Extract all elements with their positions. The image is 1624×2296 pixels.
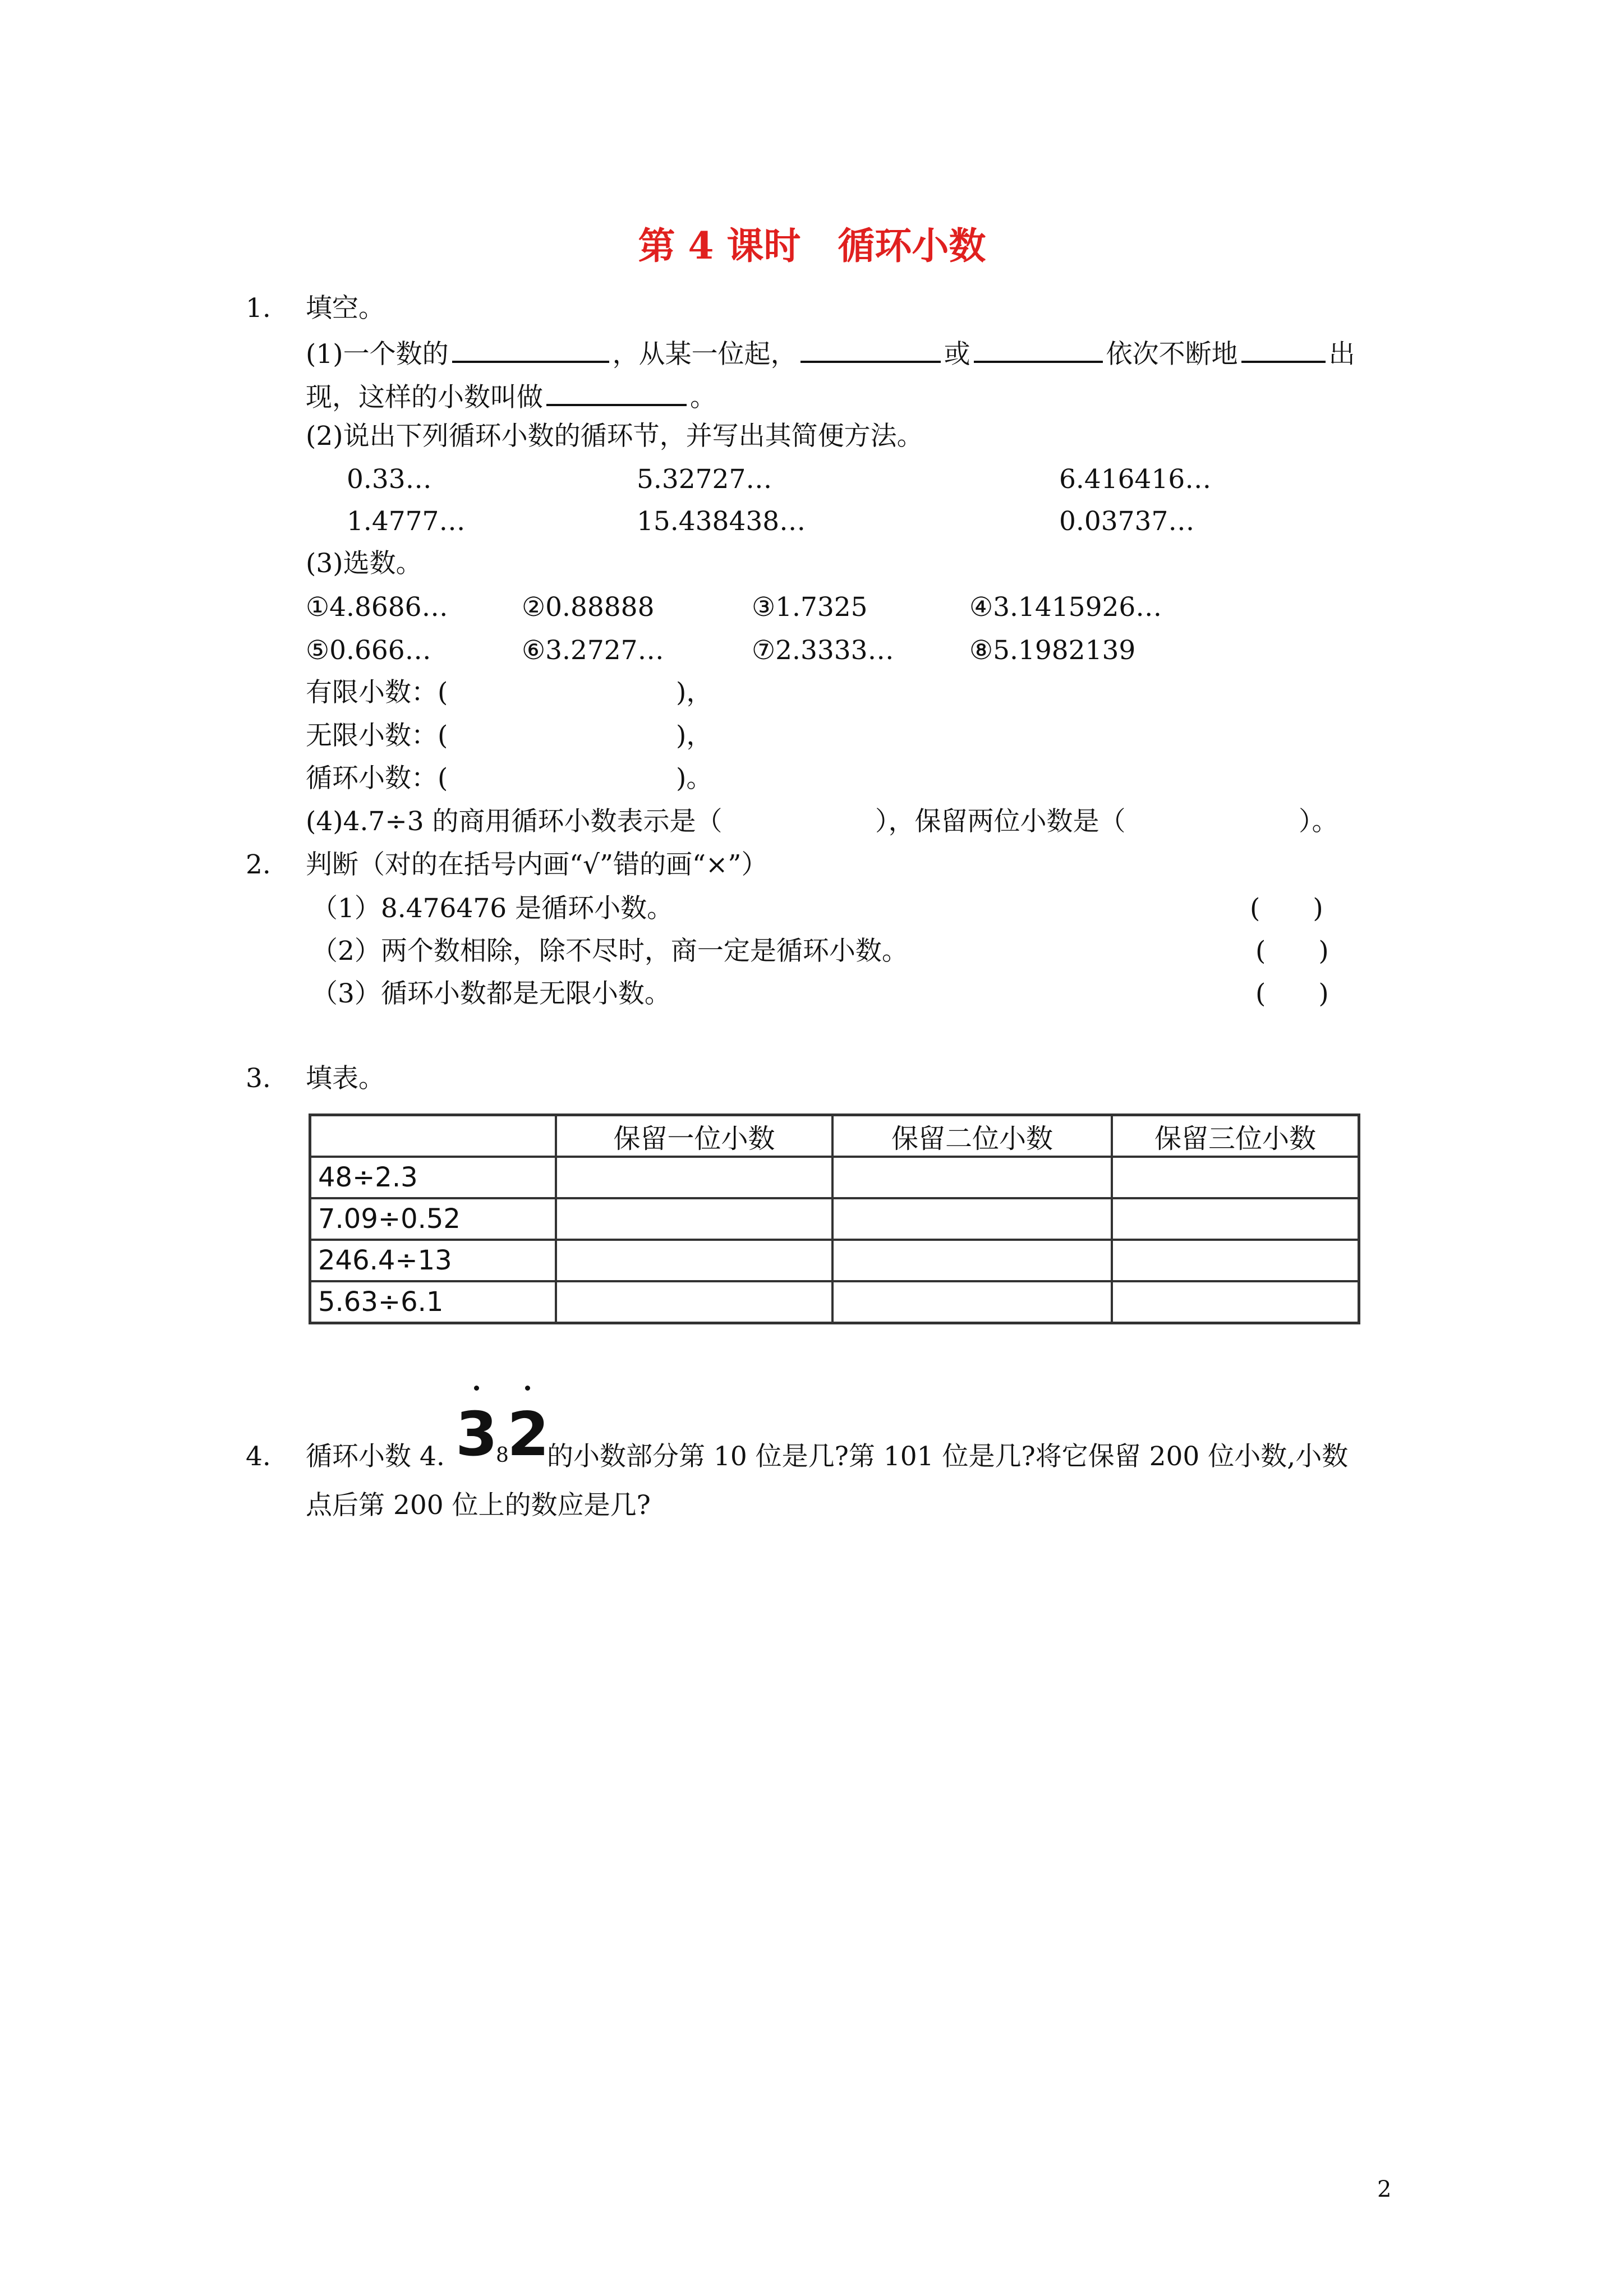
blank-4[interactable]: [1241, 334, 1326, 363]
finite-label: 有限小数：(: [306, 677, 448, 708]
table-cell[interactable]: [832, 1281, 1112, 1323]
infinite-label: 无限小数：(: [306, 720, 448, 751]
q4-text-c: 点后第 200 位上的数应是几?: [306, 1490, 651, 1521]
choice-item: ①4.8686…: [306, 592, 448, 623]
recurring-item: 0.03737…: [1059, 506, 1195, 537]
table-cell[interactable]: [1112, 1281, 1359, 1323]
table-row-label: 48÷2.3: [310, 1157, 556, 1198]
choice-item: ④3.1415926…: [969, 592, 1162, 623]
recurring-item: 1.4777…: [347, 506, 466, 537]
table-header-row: [310, 1115, 1359, 1157]
choice-item: ⑤0.666…: [306, 635, 431, 666]
q2-number: 2.: [246, 849, 271, 880]
choice-item: ⑧5.1982139: [969, 635, 1136, 666]
table-cell[interactable]: [1112, 1198, 1359, 1240]
q4-text-a: 循环小数 4.: [306, 1441, 445, 1472]
q4-text-b: 的小数部分第 10 位是几?第 101 位是几?将它保留 200 位小数,小数: [547, 1441, 1349, 1472]
recurring-label: 循环小数：(: [306, 763, 448, 794]
blank-2[interactable]: [801, 334, 941, 363]
rounding-table: [309, 1114, 1360, 1324]
recurring-item: 15.438438…: [637, 506, 806, 537]
table-header-cell: [310, 1115, 556, 1157]
table-cell[interactable]: [1112, 1240, 1359, 1281]
q2-heading: 判断（对的在括号内画“√”错的画“×”）: [306, 849, 768, 880]
q1-p1-text-g: 。: [690, 382, 716, 413]
q1-heading: 填空。: [306, 293, 385, 324]
q1-part3: (3)选数。: [306, 548, 422, 579]
table-cell[interactable]: [832, 1198, 1112, 1240]
page-title: 第 4 课时 循环小数: [638, 224, 986, 268]
table-row-label: 246.4÷13: [310, 1240, 556, 1281]
table-row: [310, 1157, 1359, 1198]
table-row: [310, 1240, 1359, 1281]
recurring-dot-end: [525, 1386, 530, 1391]
blank-3[interactable]: [974, 334, 1103, 363]
blank-1[interactable]: [452, 334, 609, 363]
table-cell[interactable]: [556, 1240, 832, 1281]
q1-part1-line2: [306, 377, 716, 415]
judge-paren[interactable]: ( ): [1250, 893, 1323, 924]
table-cell[interactable]: [556, 1157, 832, 1198]
table-header-cell: 保留一位小数: [556, 1115, 832, 1157]
table-header-cell: 保留二位小数: [832, 1115, 1112, 1157]
q1-p1-text-c: 或: [944, 339, 970, 370]
judge-item: （2）两个数相除，除不尽时，商一定是循环小数。: [311, 936, 908, 967]
recurring-item: 5.32727…: [637, 464, 772, 495]
table-row-label: 7.09÷0.52: [310, 1198, 556, 1240]
judge-item: （3）循环小数都是无限小数。: [311, 978, 671, 1009]
table-row: [310, 1281, 1359, 1323]
q1-part4-b: ），保留两位小数是（: [875, 806, 1126, 837]
table-cell[interactable]: [1112, 1157, 1359, 1198]
q3-heading: 填表。: [306, 1063, 385, 1094]
judge-paren[interactable]: ( ): [1255, 978, 1329, 1009]
q1-p1-text-e: 出: [1328, 339, 1355, 370]
q1-p1-text-a: (1)一个数的: [306, 339, 449, 370]
judge-paren[interactable]: ( ): [1255, 936, 1329, 967]
table-header-cell: 保留三位小数: [1112, 1115, 1359, 1157]
finite-close: )，: [676, 677, 713, 708]
q1-part1-line1: [306, 334, 1355, 371]
table-cell[interactable]: [832, 1240, 1112, 1281]
q1-number: 1.: [246, 293, 271, 324]
q1-p1-text-d: 依次不断地: [1106, 339, 1238, 370]
table-cell[interactable]: [556, 1281, 832, 1323]
q1-p1-text-f: 现，这样的小数叫做: [306, 382, 543, 413]
choice-item: ⑥3.2727…: [522, 635, 664, 666]
recurring-close: )。: [676, 763, 713, 794]
recurring-item: 6.416416…: [1059, 464, 1212, 495]
recurring-digit-2: 2: [507, 1400, 550, 1470]
judge-item: （1）8.476476 是循环小数。: [311, 893, 674, 924]
q1-p1-text-b: ，从某一位起，: [612, 339, 797, 370]
choice-item: ⑦2.3333…: [752, 635, 894, 666]
choice-item: ②0.88888: [522, 592, 655, 623]
table-row: [310, 1198, 1359, 1240]
recurring-item: 0.33…: [347, 464, 432, 495]
page-number: 2: [1377, 2177, 1392, 2202]
q3-number: 3.: [246, 1063, 271, 1094]
table-cell[interactable]: [832, 1157, 1112, 1198]
q1-part4-c: ）。: [1299, 806, 1338, 837]
recurring-digit-3: 3: [456, 1400, 498, 1470]
q1-part4-a: (4)4.7÷3 的商用循环小数表示是（: [306, 806, 723, 837]
table-row-label: 5.63÷6.1: [310, 1281, 556, 1323]
recurring-digit-8: 8: [496, 1444, 509, 1467]
table-cell[interactable]: [556, 1198, 832, 1240]
recurring-dot-start: [474, 1386, 479, 1391]
choice-item: ③1.7325: [752, 592, 868, 623]
blank-5[interactable]: [546, 377, 687, 406]
q4-number: 4.: [246, 1441, 271, 1472]
q1-part2: (2)说出下列循环小数的循环节，并写出其简便方法。: [306, 421, 923, 452]
infinite-close: )，: [676, 720, 713, 751]
